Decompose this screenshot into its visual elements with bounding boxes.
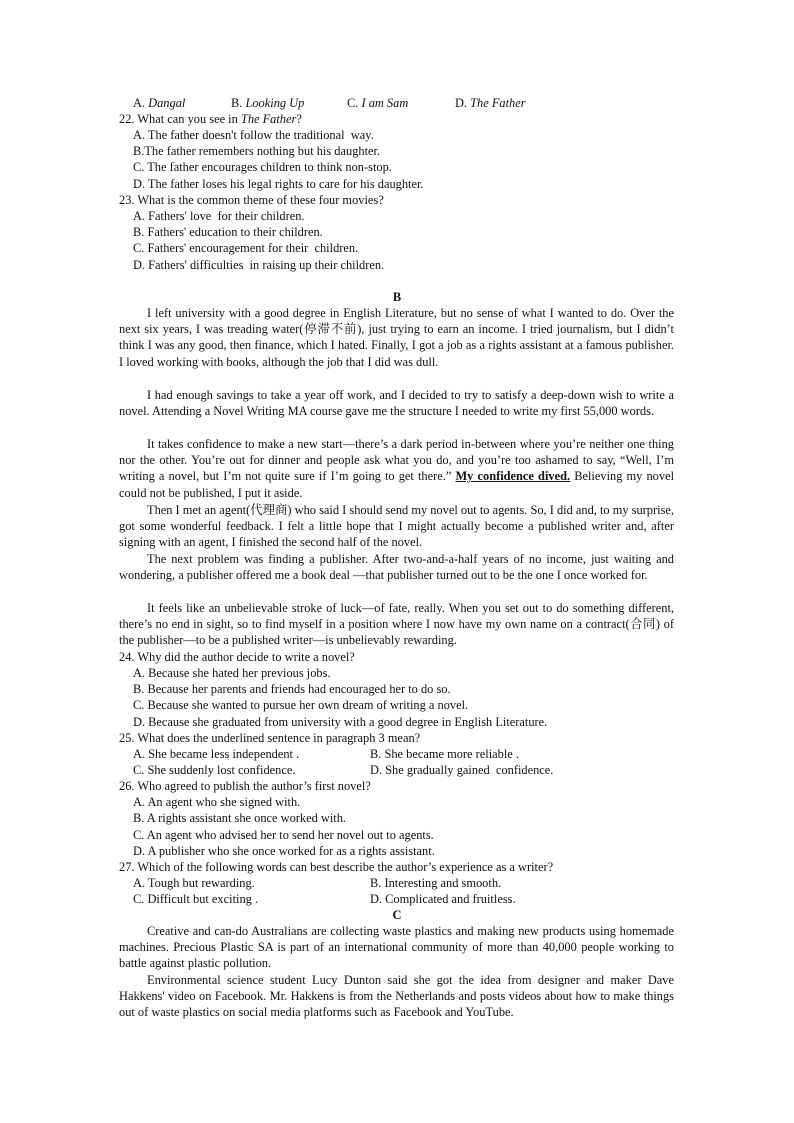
q25-option-b: B. She became more reliable . [370,747,519,761]
passage-b-paragraph-4: Then I met an agent(代理商) who said I should send my novel out to agents. So, I did and, to my surprise, got some wonderful feedback. I felt a little hope that I might actually become a published writer and, after signing with an agent, I finished the second half of the novel. [119,503,674,550]
q24-option-a: A. Because she hated her previous jobs. [133,666,331,680]
passage-b-paragraph-5: The next problem was finding a publisher. After two-and-a-half years of no income, just waiting and wondering, a publisher offered me a book deal —that publisher turned out to be the one I once worked for. [119,552,674,583]
q24-stem: 24. Why did the author decide to write a novel? [119,650,355,664]
q26-option-d: D. A publisher who she once worked for as a rights assistant. [133,844,435,858]
passage-c-paragraph-1: Creative and can-do Australians are collecting waste plastics and making new products using homemade machines. Precious Plastic SA is part of an international community of more than 40,000 people working to battle against plastic pollution. [119,924,674,971]
q27-option-d: D. Complicated and fruitless. [370,892,516,906]
passage-c-paragraph-2: Environmental science student Lucy Dunton said she got the idea from designer and maker Dave Hakkens' video on Facebook. Mr. Hakkens is from the Netherlands and posts videos about how to make things out of waste plastics on social media platforms such as Facebook and YouTube. [119,973,674,1020]
q27-option-b: B. Interesting and smooth. [370,876,502,890]
q21-option-c: C. I am Sam [347,96,409,110]
q26-stem: 26. Who agreed to publish the author’s first novel? [119,779,371,793]
q25-option-d: D. She gradually gained confidence. [370,763,554,777]
section-b-heading: B [392,290,402,304]
q23-option-c: C. Fathers' encouragement for their children. [133,241,359,255]
q27-stem: 27. Which of the following words can best describe the author’s experience as a writer? [119,860,554,874]
q27-option-a: A. Tough but rewarding. [133,876,255,890]
q25-stem: 25. What does the underlined sentence in paragraph 3 mean? [119,731,421,745]
passage-b-paragraph-3: It takes confidence to make a new start—there’s a dark period in-between where you’re neither one thing nor the other. You’re out for dinner and people ask what you do, and you’re too ashamed to say, “Well, I’m writing a novel, but I’m not quite sure if I’m going to get there.” My confidence dived. Believing my novel could not be published, I put it aside. [119,437,675,500]
q25-option-a: A. She became less independent . [133,747,300,761]
q21-option-a: A. Dangal [133,96,186,110]
underlined-sentence: My confidence dived. [455,469,571,484]
q24-option-d: D. Because she graduated from university with a good degree in English Literature. [133,715,548,729]
q26-option-a: A. An agent who she signed with. [133,795,301,809]
q22-option-a: A. The father doesn't follow the traditional way. [133,128,374,142]
passage-b-paragraph-6: It feels like an unbelievable stroke of luck—of fate, really. When you set out to do something different, there’s no end in sight, so to find myself in a position where I now have my own name on a contract(合同) of the publisher—to be a published writer—is unbelievably rewarding. [119,601,674,648]
q23-option-d: D. Fathers' difficulties in raising up their children. [133,258,385,272]
q24-option-c: C. Because she wanted to pursue her own dream of writing a novel. [133,698,469,712]
q23-option-b: B. Fathers' education to their children. [133,225,323,239]
q26-option-c: C. An agent who advised her to send her novel out to agents. [133,828,434,842]
q25-option-c: C. She suddenly lost confidence. [133,763,296,777]
passage-b-paragraph-1: I left university with a good degree in English Literature, but no sense of what I wanted to do. Over the next six years, I was treading water(停滞不前), just trying to earn an income. I tried journalism, but I didn’t think I was any good, then finance, which I hated. Finally, I got a job as a rights assistant at a famous publisher. I loved working with books, although the job that I did was dull. [119,306,674,369]
q21-option-b: B. Looking Up [231,96,305,110]
q22-option-c: C. The father encourages children to think non-stop. [133,160,392,174]
q26-option-b: B. A rights assistant she once worked with. [133,811,347,825]
passage-b-paragraph-2: I had enough savings to take a year off work, and I decided to try to satisfy a deep-down wish to write a novel. Attending a Novel Writing MA course gave me the structure I needed to write my first 55,000 words. [119,388,674,419]
q23-option-a: A. Fathers' love for their children. [133,209,305,223]
q21-option-d: D. The Father [455,96,526,110]
q23-stem: 23. What is the common theme of these four movies? [119,193,384,207]
q24-option-b: B. Because her parents and friends had encouraged her to do so. [133,682,451,696]
section-c-heading: C [392,908,402,922]
q22-stem: 22. What can you see in The Father? [119,112,302,126]
q27-option-c: C. Difficult but exciting . [133,892,259,906]
q22-option-b: B.The father remembers nothing but his daughter. [133,144,381,158]
q22-option-d: D. The father loses his legal rights to care for his daughter. [133,177,424,191]
